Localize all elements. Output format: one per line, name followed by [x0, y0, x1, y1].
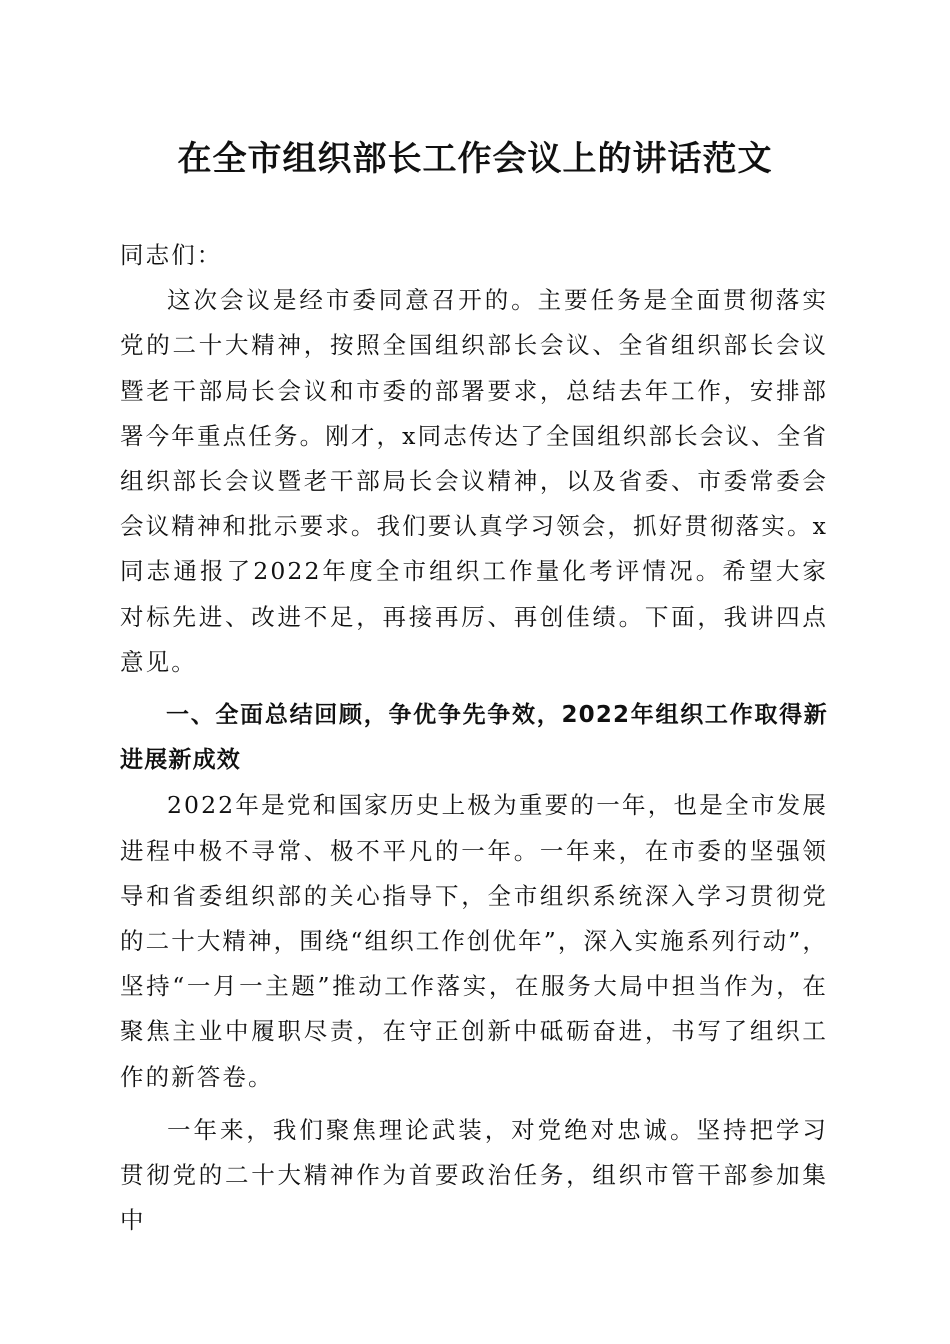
document-body — [120, 233, 828, 1243]
section-paragraph: 2022年是党和国家历史上极为重要的一年，也是全市发展进程中极不寻常、极不平凡的一年。一年来，在市委的坚强领导和省委组织部的关心指导下，全市组织系统深入学习贯彻党的二十大精神，围绕“组织工作创优年”，深入实施系列行动”，坚持“一月一主题”推动工作落实，在服务大局中担当作为，在聚焦主业中履职尽责，在守正创新中砥砺奋进，书写了组织工作的新答卷。 — [120, 791, 828, 1091]
section-heading: 一、全面总结回顾，争优争先争效，2022年组织工作取得新进展新成效 — [120, 702, 828, 774]
salutation: 同志们： — [120, 241, 223, 269]
intro-paragraph: 这次会议是经市委同意召开的。主要任务是全面贯彻落实党的二十大精神，按照全国组织部长会议、全省组织部长会议暨老干部局长会议和市委的部署要求，总结去年工作，安排部署今年重点任务。刚才，x同志传达了全国组织部长会议、全省组织部长会议暨老干部局长会议精神，以及省委、市委常委会会议精神和批示要求。我们要认真学习领会，抓好贯彻落实。x同志通报了2022年度全市组织工作量化考评情况。希望大家对标先进、改进不足，再接再厉、再创佳绩。下面，我讲四点意见。 — [120, 286, 828, 676]
document-title: 在全市组织部长工作会议上的讲话范文 — [177, 139, 773, 179]
section-paragraph: 一年来，我们聚焦理论武装，对党绝对忠诚。坚持把学习贯彻党的二十大精神作为首要政治任务，组织市管干部参加集中 — [120, 1115, 828, 1235]
